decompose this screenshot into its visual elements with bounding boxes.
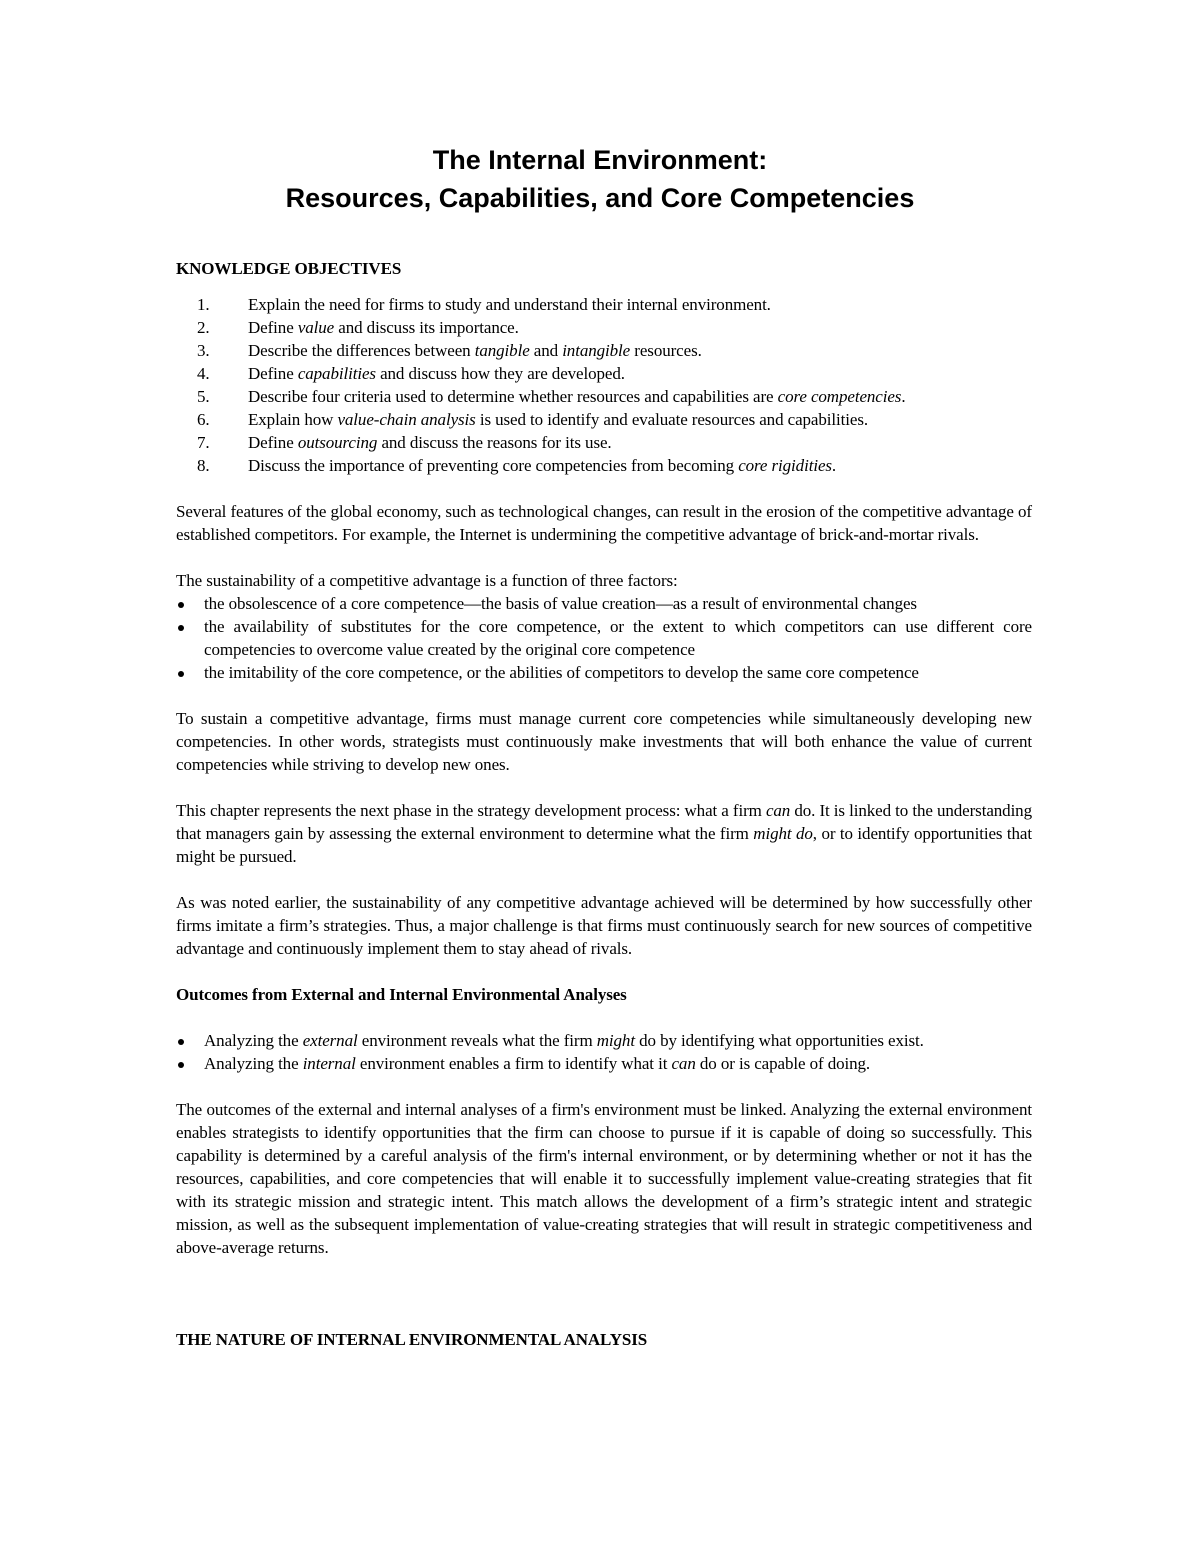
list-item: Analyzing the external environment reveals what the firm might do by identifying what opportunities exist. [176, 1029, 1032, 1052]
section-heading: THE NATURE OF INTERNAL ENVIRONMENTAL ANALYSIS [176, 1330, 648, 1349]
paragraph-global-economy: Several features of the global economy, such as technological changes, can result in the erosion of the competitive advantage of established competitors. For example, the Internet is undermining the competitive advantage of brick-and-mortar rivals. [176, 502, 1032, 544]
list-item: 1. Explain the need for firms to study and understand their internal environment. [197, 295, 771, 314]
outcomes-heading: Outcomes from External and Internal Environmental Analyses [176, 985, 627, 1004]
list-item: 7. Define outsourcing and discuss the reasons for its use. [197, 433, 612, 452]
list-item: the imitability of the core competence, or the abilities of competitors to develop the same core competence [176, 661, 1032, 684]
paragraph-outcomes-linked: The outcomes of the external and internal analyses of a firm's environment must be linked. Analyzing the external environment enables strategists to identify opportunities that the firm can choose to pursue if it is capable of doing so successfully. This capability is determined by a careful analysis of the firm's internal environment, or by determining whether or not it has the resources, capabilities, and core competencies that will enable it to successfully implement value-creating strategies that fit with its strategic mission and strategic intent. This match allows the development of a firm’s strategic intent and strategic mission, as well as the subsequent implementation of value-creating strategies that will result in strategic competitiveness and above-average returns. [176, 1100, 1032, 1257]
paragraph-chapter-phase: This chapter represents the next phase in the strategy development process: what a firm can do. It is linked to the understanding that managers gain by assessing the external environment to determine what the firm might do, or to identify opportunities that might be pursued. [176, 801, 1033, 866]
factors-list [176, 592, 1032, 684]
document-title-line-1: The Internal Environment: [432, 145, 768, 175]
list-item: the availability of substitutes for the core competence, or the extent to which competitors can use different core competencies to overcome value created by the original core competence [176, 615, 1032, 661]
list-item: the obsolescence of a core competence—the basis of value creation—as a result of environmental changes [176, 592, 1032, 615]
list-item: 5. Describe four criteria used to determine whether resources and capabilities are core competencies. [197, 387, 906, 406]
list-item: 8. Discuss the importance of preventing core competencies from becoming core rigidities. [197, 456, 837, 475]
objectives-heading: KNOWLEDGE OBJECTIVES [176, 259, 402, 278]
paragraph-sustainability-intro: The sustainability of a competitive advantage is a function of three factors: [176, 571, 678, 590]
objectives-list [176, 293, 1032, 477]
list-item: 3. Describe the differences between tangible and intangible resources. [197, 341, 702, 360]
list-item: 4. Define capabilities and discuss how they are developed. [197, 364, 625, 383]
list-item: 2. Define value and discuss its importance. [197, 318, 519, 337]
document-body [176, 257, 1032, 1351]
outcomes-list [176, 1029, 1032, 1075]
list-item: 6. Explain how value-chain analysis is used to identify and evaluate resources and capabilities. [197, 410, 868, 429]
document-title-line-2: Resources, Capabilities, and Core Competencies [285, 183, 915, 213]
paragraph-sustain-advantage: To sustain a competitive advantage, firms must manage current core competencies while simultaneously developing new competencies. In other words, strategists must continuously make investments that will both enhance the value of current competencies while striving to develop new ones. [176, 709, 1032, 774]
list-item: Analyzing the internal environment enables a firm to identify what it can do or is capable of doing. [176, 1052, 1032, 1075]
paragraph-imitation: As was noted earlier, the sustainability of any competitive advantage achieved will be determined by how successfully other firms imitate a firm’s strategies. Thus, a major challenge is that firms must continuously search for new sources of competitive advantage and continuously implement them to stay ahead of rivals. [176, 893, 1032, 958]
